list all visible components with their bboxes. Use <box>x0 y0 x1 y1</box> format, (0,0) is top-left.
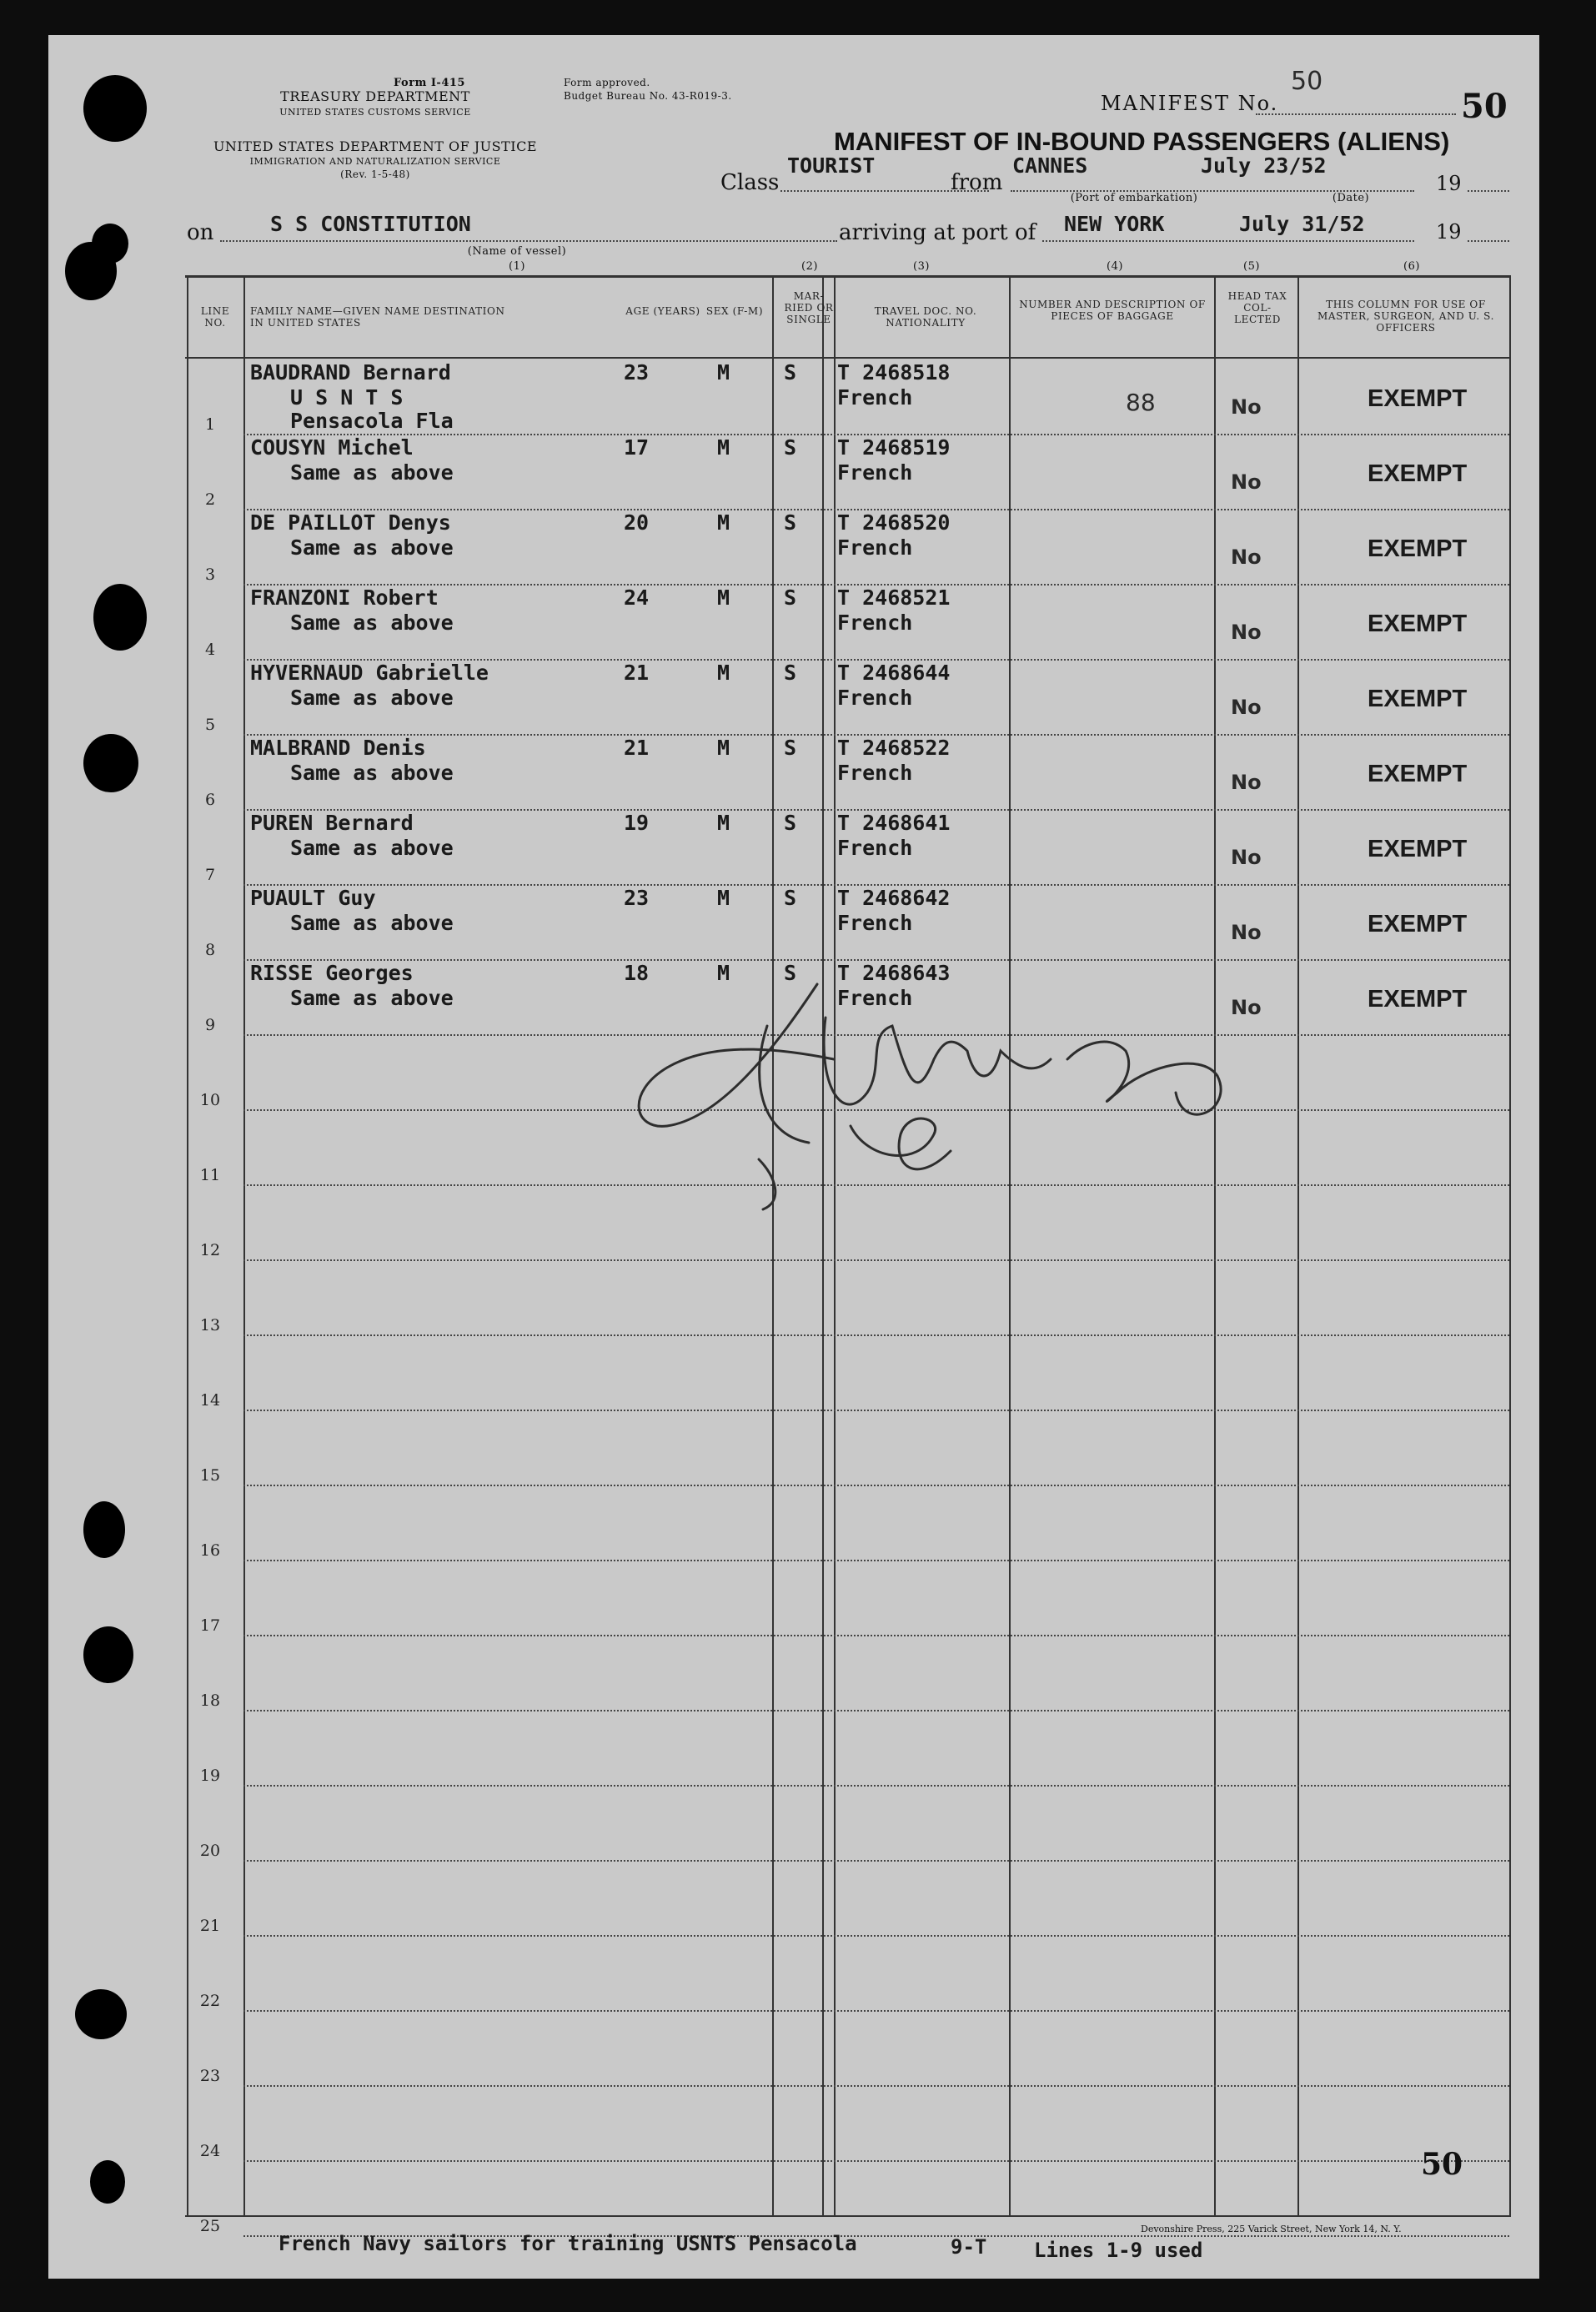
passenger-destination: Same as above <box>290 761 454 785</box>
travel-document: T 2468519 <box>837 435 951 460</box>
head-tax-status: No <box>1231 921 1262 944</box>
column-number-1: (1) <box>509 260 525 273</box>
manifest-number-line <box>1256 113 1456 115</box>
travel-document: T 2468642 <box>837 886 951 910</box>
treasury-department: TREASURY DEPARTMENT <box>280 88 470 104</box>
passenger-name: PUAULT Guy <box>250 886 376 910</box>
passenger-sex: M <box>717 435 730 460</box>
column-divider <box>822 275 824 2217</box>
arrival-line <box>1042 240 1414 242</box>
form-number: Form I-415 <box>394 77 465 89</box>
row-rule <box>243 1785 1509 1787</box>
nationality: French <box>837 611 913 635</box>
header-bottom-border <box>185 357 1511 359</box>
passenger-name: RISSE Georges <box>250 961 414 985</box>
passenger-age: 24 <box>624 586 650 610</box>
line-number: 16 <box>199 1541 221 1560</box>
officer-exempt-stamp: EXEMPT <box>1368 761 1468 787</box>
passenger-sex: M <box>717 360 730 384</box>
nationality: French <box>837 686 913 710</box>
header-officers: THIS COLUMN FOR USE OF MASTER, SURGEON, AND U. S. OFFICERS <box>1317 299 1494 334</box>
marital-status: S <box>784 886 797 910</box>
row-rule <box>243 1485 1509 1486</box>
travel-document: T 2468518 <box>837 360 951 384</box>
travel-document: T 2468522 <box>837 736 951 760</box>
binder-hole <box>92 224 128 264</box>
travel-document: T 2468643 <box>837 961 951 985</box>
marital-status: S <box>784 586 797 610</box>
nationality: French <box>837 535 913 560</box>
page-number: 50 <box>1421 2147 1463 2182</box>
passenger-age: 19 <box>624 811 650 835</box>
customs-service: UNITED STATES CUSTOMS SERVICE <box>279 107 471 118</box>
head-tax-status: No <box>1231 470 1262 494</box>
officer-exempt-stamp: EXEMPT <box>1368 686 1468 712</box>
row-rule <box>243 2085 1509 2087</box>
nationality: French <box>837 761 913 785</box>
header-married: MAR-RIED OR SINGLE <box>784 290 834 325</box>
marital-status: S <box>784 736 797 760</box>
binder-hole <box>83 75 147 142</box>
column-divider <box>834 275 836 2217</box>
column-divider <box>1509 275 1511 2217</box>
nationality: French <box>837 986 913 1010</box>
line-number: 25 <box>199 2217 221 2235</box>
row-rule <box>243 2010 1509 2012</box>
line-number: 22 <box>199 1992 221 2010</box>
passenger-sex: M <box>717 811 730 835</box>
line-number: 24 <box>199 2142 221 2160</box>
officer-exempt-stamp: EXEMPT <box>1368 460 1468 487</box>
passenger-age: 21 <box>624 736 650 760</box>
ins-label: IMMIGRATION AND NATURALIZATION SERVICE <box>249 156 501 167</box>
from-year-line <box>1468 190 1509 192</box>
passenger-age: 20 <box>624 510 650 535</box>
manifest-title: MANIFEST OF IN-BOUND PASSENGERS (ALIENS) <box>834 127 1450 156</box>
from-year-prefix: 19 <box>1436 172 1462 195</box>
line-number: 20 <box>199 1842 221 1860</box>
marital-status: S <box>784 510 797 535</box>
binder-hole <box>83 734 138 792</box>
passenger-age: 18 <box>624 961 650 985</box>
header-head-tax: HEAD TAX COL-LECTED <box>1227 290 1287 325</box>
marital-status: S <box>784 661 797 685</box>
line-number: 4 <box>204 641 216 659</box>
arrival-year-prefix: 19 <box>1436 220 1462 244</box>
signature <box>617 968 1251 1218</box>
class-value: TOURIST <box>787 153 876 178</box>
binder-hole <box>83 1501 125 1558</box>
head-tax-status: No <box>1231 545 1262 569</box>
arriving-label: arriving at port of <box>839 220 1036 245</box>
officer-exempt-stamp: EXEMPT <box>1368 535 1468 562</box>
passenger-sex: M <box>717 510 730 535</box>
passenger-name: MALBRAND Denis <box>250 736 426 760</box>
column-divider <box>1214 275 1216 2217</box>
on-label: on <box>187 220 214 245</box>
officer-exempt-stamp: EXEMPT <box>1368 836 1468 862</box>
manifest-number-stamped: 50 <box>1461 87 1508 126</box>
passenger-name: BAUDRAND Bernard <box>250 360 451 384</box>
nationality: French <box>837 460 913 485</box>
row-rule <box>243 1935 1509 1937</box>
revision: (Rev. 1-5-48) <box>340 168 410 180</box>
travel-document: T 2468644 <box>837 661 951 685</box>
line-number: 9 <box>204 1016 216 1034</box>
passenger-age: 17 <box>624 435 650 460</box>
passenger-age: 23 <box>624 886 650 910</box>
passenger-name: FRANZONI Robert <box>250 586 439 610</box>
vessel-name: S S CONSTITUTION <box>270 212 471 236</box>
manifest-number-handwritten: 50 <box>1291 67 1323 96</box>
passenger-age: 21 <box>624 661 650 685</box>
travel-document: T 2468520 <box>837 510 951 535</box>
passenger-destination: Same as above <box>290 911 454 935</box>
row-rule <box>243 1334 1509 1336</box>
passenger-destination: Same as above <box>290 460 454 485</box>
from-label: from <box>951 170 1003 195</box>
binder-hole <box>75 1989 127 2039</box>
line-number: 17 <box>199 1616 221 1635</box>
line-number: 12 <box>199 1241 221 1259</box>
marital-status: S <box>784 360 797 384</box>
marital-status: S <box>784 811 797 835</box>
line-number: 8 <box>204 941 216 959</box>
line-number: 2 <box>204 490 216 509</box>
line-number: 1 <box>204 415 216 434</box>
column-divider <box>772 275 774 2217</box>
binder-hole <box>90 2160 125 2204</box>
line-number: 13 <box>199 1316 221 1334</box>
row-rule <box>243 1560 1509 1561</box>
line-number: 14 <box>199 1391 221 1410</box>
arrival-year-line <box>1468 240 1509 242</box>
line-number: 5 <box>204 716 216 734</box>
passenger-age: 23 <box>624 360 650 384</box>
line-number: 11 <box>199 1166 221 1184</box>
passenger-destination: U S N T S <box>290 385 404 410</box>
line-number: 19 <box>199 1767 221 1785</box>
line-number: 7 <box>204 866 216 884</box>
column-number-3: (3) <box>913 260 930 273</box>
nationality: French <box>837 836 913 860</box>
lines-used: Lines 1-9 used <box>1034 2239 1203 2262</box>
header-line-no: LINE NO. <box>200 305 230 329</box>
row-rule <box>243 2160 1509 2162</box>
head-tax-status: No <box>1231 621 1262 644</box>
header-sex: SEX (F-M) <box>705 305 764 317</box>
travel-document: T 2468641 <box>837 811 951 835</box>
printer-imprint: Devonshire Press, 225 Varick Street, New York 14, N. Y. <box>1141 2224 1402 2234</box>
line-number: 21 <box>199 1917 221 1935</box>
passenger-sex: M <box>717 886 730 910</box>
class-label: Class <box>720 170 780 195</box>
column-divider <box>1297 275 1299 2217</box>
column-divider <box>1009 275 1011 2217</box>
from-date: July 23/52 <box>1201 153 1327 178</box>
column-number-5: (5) <box>1243 260 1260 273</box>
head-tax-status: No <box>1231 846 1262 869</box>
head-tax-status: No <box>1231 395 1262 419</box>
row-rule <box>243 1410 1509 1411</box>
arrival-date: July 31/52 <box>1239 212 1365 236</box>
binder-hole <box>93 584 147 651</box>
column-number-6: (6) <box>1403 260 1420 273</box>
passenger-sex: M <box>717 586 730 610</box>
passenger-sex: M <box>717 736 730 760</box>
line-number: 6 <box>204 791 216 809</box>
passenger-name: COUSYN Michel <box>250 435 414 460</box>
line-number: 15 <box>199 1466 221 1485</box>
passenger-destination: Same as above <box>290 535 454 560</box>
header-baggage: NUMBER AND DESCRIPTION OF PIECES OF BAGGAGE <box>1019 299 1206 322</box>
footer-note: French Navy sailors for training USNTS Pensacola <box>279 2232 857 2255</box>
row-rule <box>243 1710 1509 1711</box>
department-of-justice: UNITED STATES DEPARTMENT OF JUSTICE <box>213 138 538 154</box>
nationality: French <box>837 385 913 410</box>
table-top-border <box>185 275 1511 278</box>
head-tax-status: No <box>1231 696 1262 719</box>
form-approved: Form approved. <box>564 77 650 88</box>
table-bottom-border <box>185 2215 1511 2217</box>
row-rule <box>243 1259 1509 1261</box>
port-embarkation-label: (Port of embarkation) <box>1070 192 1198 204</box>
baggage-count: 88 <box>1126 389 1156 416</box>
marital-status: S <box>784 961 797 985</box>
line-number: 3 <box>204 565 216 584</box>
footer-code: 9-T <box>951 2235 987 2259</box>
passenger-destination: Same as above <box>290 836 454 860</box>
line-number: 10 <box>199 1091 221 1109</box>
officer-exempt-stamp: EXEMPT <box>1368 611 1468 637</box>
passenger-destination-city: Pensacola Fla <box>290 409 454 433</box>
line-number: 18 <box>199 1691 221 1710</box>
column-divider <box>243 275 245 2217</box>
binder-hole <box>83 1626 133 1683</box>
marital-status: S <box>784 435 797 460</box>
header-travel-doc: TRAVEL DOC. NO. NATIONALITY <box>874 305 977 329</box>
vessel-label: (Name of vessel) <box>467 245 567 258</box>
passenger-destination: Same as above <box>290 686 454 710</box>
passenger-sex: M <box>717 961 730 985</box>
arrival-port: NEW YORK <box>1064 212 1165 236</box>
passenger-name: HYVERNAUD Gabrielle <box>250 661 489 685</box>
officer-exempt-stamp: EXEMPT <box>1368 385 1468 412</box>
vessel-line <box>220 240 837 242</box>
officer-exempt-stamp: EXEMPT <box>1368 911 1468 937</box>
head-tax-status: No <box>1231 771 1262 794</box>
passenger-name: PUREN Bernard <box>250 811 414 835</box>
officer-exempt-stamp: EXEMPT <box>1368 986 1468 1013</box>
row-rule <box>243 1635 1509 1636</box>
column-number-2: (2) <box>801 260 818 273</box>
travel-document: T 2468521 <box>837 586 951 610</box>
header-age: AGE (YEARS) <box>625 305 700 317</box>
from-port: CANNES <box>1012 153 1088 178</box>
head-tax-status: No <box>1231 996 1262 1019</box>
row-rule <box>243 1860 1509 1862</box>
passenger-destination: Same as above <box>290 986 454 1010</box>
column-number-4: (4) <box>1107 260 1123 273</box>
budget-bureau: Budget Bureau No. 43-R019-3. <box>564 90 732 102</box>
passenger-destination: Same as above <box>290 611 454 635</box>
header-name: FAMILY NAME—GIVEN NAME DESTINATION IN UNITED STATES <box>250 305 505 329</box>
passenger-name: DE PAILLOT Denys <box>250 510 451 535</box>
date-label: (Date) <box>1332 192 1370 204</box>
manifest-number-label: MANIFEST No. <box>1101 92 1279 115</box>
nationality: French <box>837 911 913 935</box>
passenger-sex: M <box>717 661 730 685</box>
line-number: 23 <box>199 2067 221 2085</box>
